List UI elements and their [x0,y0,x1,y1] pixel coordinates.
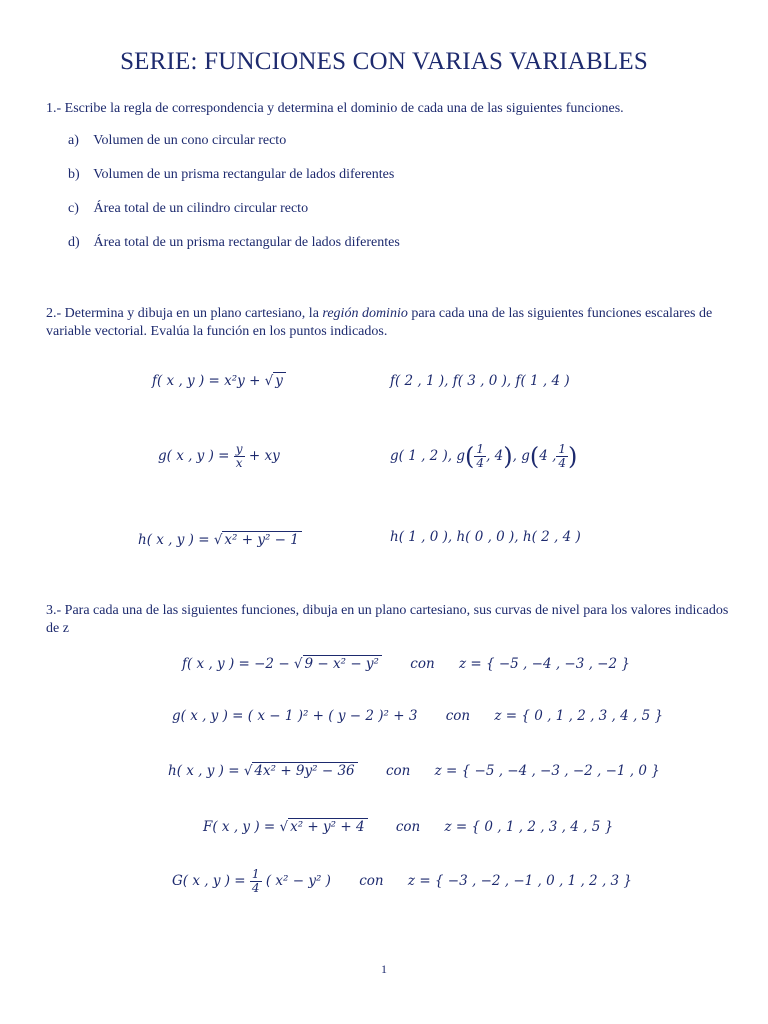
q1-item-d [68,235,400,251]
q3-G-fraction [250,868,262,895]
q1-item-letter: a) [68,133,79,148]
q2-g-fraction [474,443,486,470]
q2-g-point-text: , 4 [486,448,504,464]
q1-item-letter: c) [68,201,79,216]
q2-g-fraction [556,443,568,470]
fraction-denominator: 4 [558,456,567,470]
fraction-numerator: 1 [476,442,485,456]
q2-g-fraction [234,443,245,470]
q2-g-point-text: 4 , [539,448,557,464]
q3-prompt: 3.- Para cada una de las siguientes funciones, dibuja en un plano cartesiano, sus curvas de nivel para los valores indicados [46,603,729,618]
q3-radicand: 9 − x² − y² [303,655,382,672]
q2-g-point-text: , g [512,448,530,464]
q2-g-lhs: g( x , y ) = [158,448,230,464]
fraction-numerator: 1 [558,442,567,456]
q1-item-letter: d) [68,235,80,250]
q1-item-text: Volumen de un cono circular recto [93,133,287,148]
q2-prompt [46,305,724,323]
q2-h-radicand: x² + y² − 1 [222,531,301,548]
page-number: 1 [381,962,387,976]
q3-row-F [203,819,613,835]
q3-lhs: f( x , y ) = −2 − √ [182,656,303,672]
q3-z-values: z = { −3 , −2 , −1 , 0 , 1 , 2 , 3 } [407,873,632,889]
q2-g-points: g( 1 , 2 ), g( $\frac{1}{4}$ , 4), g(4 , $\frac{1}{4}$ ) [390,442,578,471]
q1-item-text: Área total de un prisma rectangular de lados diferentes [93,235,400,250]
q3-radicand: x² + y² + 4 [288,818,367,835]
q1-item-b [68,167,394,183]
q3-row-h [168,763,660,779]
q1-item-text: Volumen de un prisma rectangular de lados diferentes [93,167,395,182]
q2-prompt-line2: variable vectorial. Evalúa la función en los puntos indicados. [46,324,388,339]
q2-f-lhs: f( x , y ) = x²y + √ [152,373,274,389]
q2-f-points: f( 2 , 1 ), f( 3 , 0 ), f( 1 , 4 ) [390,373,570,389]
fraction-denominator: 4 [476,456,485,470]
q2-f-radicand: y [273,372,286,389]
q3-con: con [410,656,435,672]
fraction-denominator: x [235,456,243,470]
q2-h-points: h( 1 , 0 ), h( 0 , 0 ), h( 2 , 4 ) [390,529,581,545]
q3-z-values: z = { −5 , −4 , −3 , −2 } [458,656,630,672]
q3-G-rhs: ( x² − y² ) [265,873,331,889]
q3-con: con [395,819,421,835]
q2-g-definition [158,443,280,470]
q1-item-text: Área total de un cilindro circular recto [93,201,309,216]
q3-radicand: 4x² + 9y² − 36 [252,762,357,779]
q3-row-G [172,868,632,895]
q2-g-point-text: g( 1 , 2 ), g [390,448,466,464]
q3-row-g [172,708,663,724]
q2-prompt-part: para cada una de las siguientes funciones escalares de [407,306,713,321]
q3-lhs: h( x , y ) = √ [168,763,253,779]
q2-h-definition [138,532,302,548]
q2-prompt-part: 2.- Determina y dibuja en un plano cartesiano, la [46,306,323,321]
fraction-denominator: 4 [251,881,260,895]
q3-con: con [385,763,411,779]
q3-z-values: z = { 0 , 1 , 2 , 3 , 4 , 5 } [444,819,614,835]
q2-h-lhs: h( x , y ) = √ [138,532,223,548]
q2-prompt-emphasis: región dominio [322,306,408,321]
q3-con: con [445,708,471,724]
q1-item-a [68,133,286,149]
q1-item-c [68,201,308,217]
q3-con: con [359,873,384,889]
q1-item-letter: b) [68,167,80,182]
q2-g-rhs: + xy [248,448,280,464]
q3-lhs: G( x , y ) = [172,873,246,889]
q3-z-values: z = { 0 , 1 , 2 , 3 , 4 , 5 } [494,708,664,724]
q3-lhs: g( x , y ) = ( x − 1 )² + ( y − 2 )² + 3 [172,708,418,724]
page-title: SERIE: FUNCIONES CON VARIAS VARIABLES [120,48,648,75]
q2-f-definition [152,373,286,389]
q3-prompt-line2: de z [46,621,69,636]
fraction-numerator: 1 [251,867,260,881]
q3-lhs: F( x , y ) = √ [203,819,289,835]
q3-z-values: z = { −5 , −4 , −3 , −2 , −1 , 0 } [434,763,660,779]
fraction-numerator: y [235,442,243,456]
q3-row-f [182,656,630,672]
q1-prompt: 1.- Escribe la regla de correspondencia y determina el dominio de cada una de las siguientes funciones. [46,101,624,116]
